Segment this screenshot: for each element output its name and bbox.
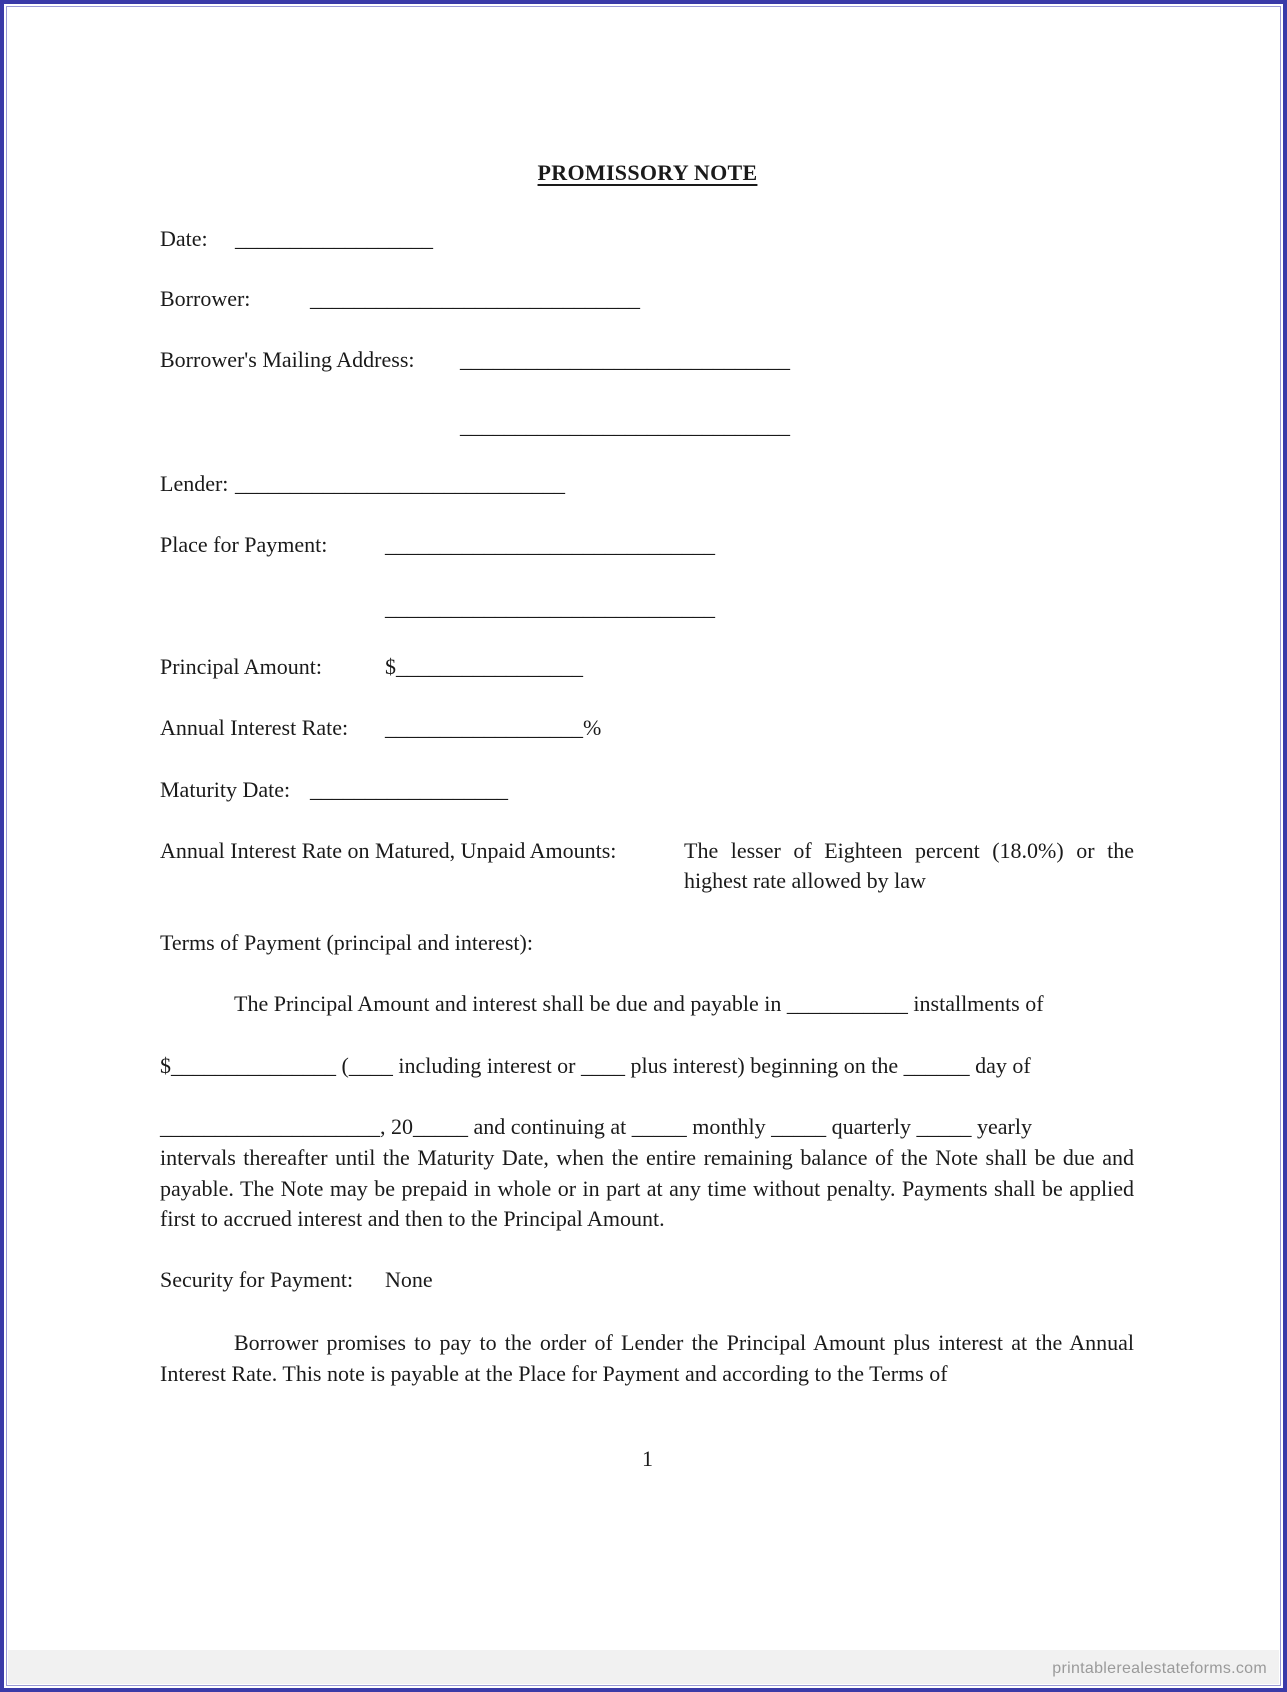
document-title: PROMISSORY NOTE: [537, 160, 758, 185]
mailing-address-blank-1: ______________________________: [460, 347, 790, 372]
principal-amount-blank: $_________________: [385, 654, 583, 679]
date-blank: __________________: [235, 226, 433, 251]
maturity-date-label: Maturity Date:: [160, 777, 291, 802]
terms-line-2: $_______________ (____ including interest or ____ plus interest) beginning on the ______ day of: [160, 1053, 1031, 1078]
annual-interest-rate-label: Annual Interest Rate:: [160, 715, 349, 740]
mailing-address-blank-2: ______________________________: [460, 413, 790, 438]
terms-line-1: The Principal Amount and interest shall be due and payable in ___________ installments of: [234, 991, 1044, 1016]
closing-paragraph: [160, 1328, 1134, 1389]
security-value: None: [385, 1267, 433, 1292]
lender-label: Lender:: [160, 471, 229, 496]
annual-interest-rate-blank: __________________%: [385, 715, 602, 740]
matured-rate-value-line2: highest rate allowed by law: [684, 868, 926, 893]
terms-heading: Terms of Payment (principal and interest):: [160, 930, 533, 955]
page-number: 1: [642, 1446, 653, 1471]
watermark: printablerealestateforms.com: [1052, 1660, 1267, 1677]
security-label: Security for Payment:: [160, 1267, 354, 1292]
place-for-payment-blank-2: ______________________________: [385, 595, 715, 620]
place-for-payment-blank-1: ______________________________: [385, 532, 715, 557]
maturity-date-blank: __________________: [310, 777, 508, 802]
matured-rate-value-line1: The lesser of Eighteen percent (18.0%) or the: [684, 838, 1134, 863]
lender-blank: ______________________________: [235, 471, 565, 496]
terms-line-3: ____________________, 20_____ and continuing at _____ monthly _____ quarterly _____ yearly: [160, 1114, 1032, 1139]
place-for-payment-label: Place for Payment:: [160, 532, 328, 557]
borrower-blank: ______________________________: [310, 286, 640, 311]
principal-amount-label: Principal Amount:: [160, 654, 322, 679]
mailing-address-label: Borrower's Mailing Address:: [160, 347, 415, 372]
closing-paragraph-text: Borrower promises to pay to the order of Lender the Principal Amount plus interest at the Annual Interest Rate. This note is payable at the Place for Payment and according to the Terms of: [160, 1330, 1134, 1386]
borrower-label: Borrower:: [160, 286, 251, 311]
date-label: Date:: [160, 226, 208, 251]
terms-paragraph: intervals thereafter until the Maturity Date, when the entire remaining balance of the Note shall be due and payable. The Note may be prepaid in whole or in part at any time without penalty. Payments shall be applied first to accrued interest and then to the Principal Amount.: [160, 1145, 1134, 1231]
matured-rate-label: Annual Interest Rate on Matured, Unpaid Amounts:: [160, 838, 617, 863]
